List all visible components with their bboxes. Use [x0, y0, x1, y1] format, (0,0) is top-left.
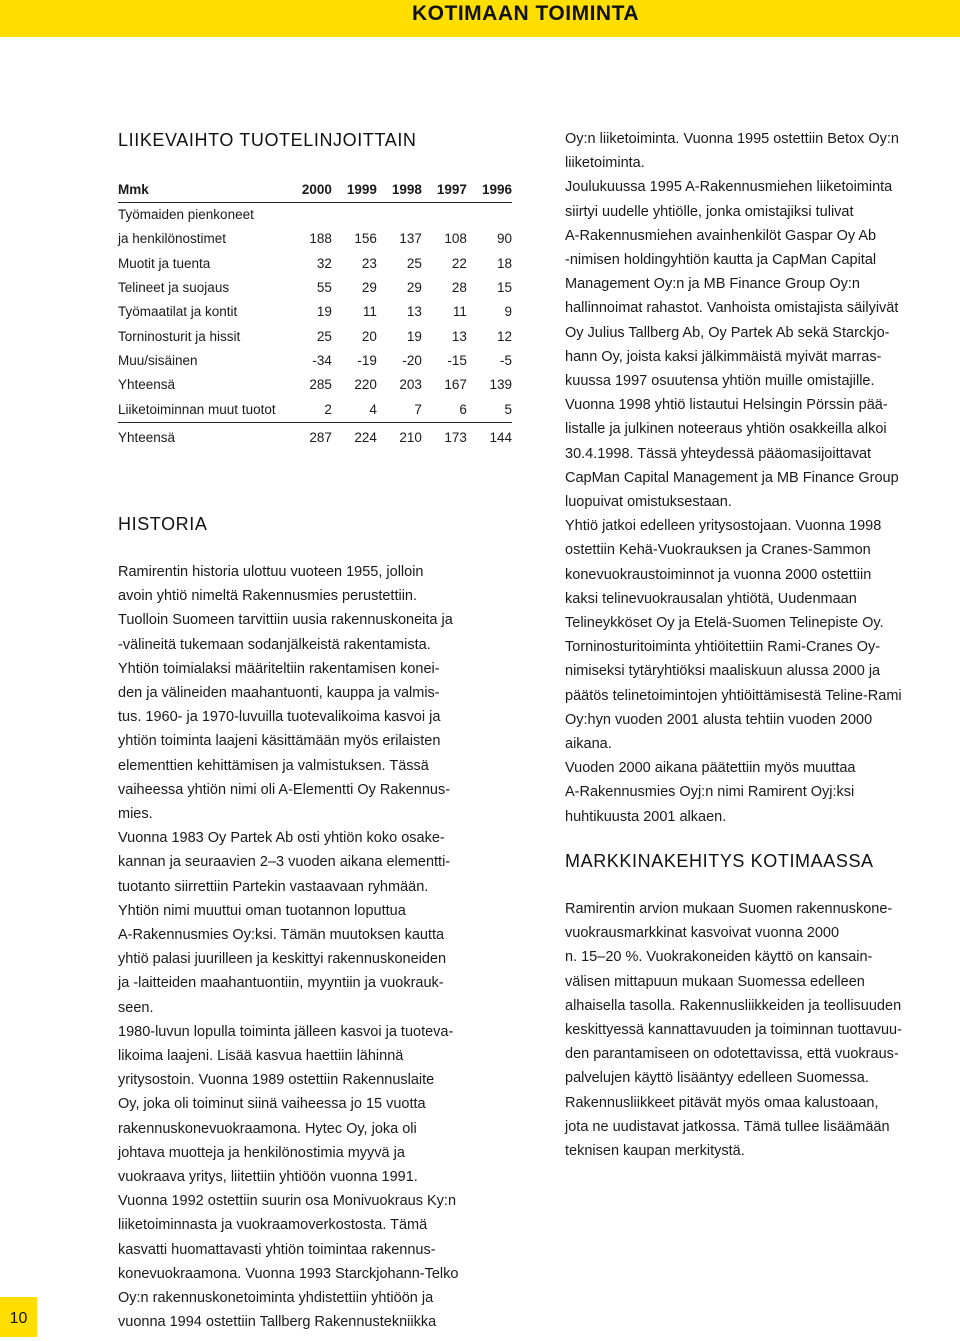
text-line: Oy:n liiketoiminta. Vuonna 1995 ostettiin Betox Oy:n [565, 131, 899, 147]
row-value: 32 [316, 255, 332, 271]
text-line: hann Oy, joista kaksi jälkimmäistä myivät marras- [565, 348, 882, 365]
text-line: rakennuskonevuokraamona. Hytec Oy, joka oli [118, 1120, 417, 1137]
row-label: Työmaiden pienkoneet [118, 207, 254, 223]
text-line: palvelujen käyttö lisääntyy edelleen Suomessa. [565, 1070, 869, 1087]
text-line: Vuonna 1983 Oy Partek Ab osti yhtiön koko osake- [118, 830, 445, 847]
text-line: 1980-luvun lopulla toiminta jälleen kasvoi ja tuoteva- [118, 1023, 454, 1040]
text-line: kaksi telinevuokrausalan yhtiötä, Uudenmaan [565, 590, 857, 607]
text-line: Management Oy:n ja MB Finance Group Oy:n [565, 276, 860, 293]
text-line: tus. 1960- ja 1970-luvuilla tuotevalikoima kasvoi ja [118, 709, 441, 726]
text-line: luopuivat omistuksestaan. [565, 494, 732, 511]
text-line: Vuoden 2000 aikana päätettiin myös muuttaa [565, 760, 856, 777]
text-line: keskittyessä kannattavuuden ja toiminnan tuottavuu- [565, 1022, 902, 1039]
row-label: Muotit ja tuenta [118, 255, 211, 271]
row-value: 7 [414, 401, 422, 417]
year-header: 1996 [467, 178, 512, 203]
text-line: mies. [118, 806, 153, 823]
text-line: Oy, joka oli toiminut siinä vaiheessa jo 15 vuotta [118, 1096, 426, 1113]
row-label: Yhteensä [118, 377, 176, 393]
table-row [118, 349, 512, 373]
table-row [118, 203, 512, 228]
text-line: Rakennusliikkeet pitävät myös omaa kalustoaan, [565, 1094, 879, 1111]
row-label: Telineet ja suojaus [118, 280, 230, 296]
table-row [118, 422, 512, 453]
text-line: Ramirentin historia ulottuu vuoteen 1955, jolloin [118, 564, 424, 580]
page-number: 10 [0, 1297, 37, 1337]
text-line: Tuolloin Suomeen tarvittiin uusia rakennuskoneita ja [118, 612, 453, 629]
text-line: vuonna 1994 ostettiin Tallberg Rakennustekniikka [118, 1314, 437, 1331]
row-value: 19 [406, 328, 422, 344]
text-line: Yhtiön nimi muuttui oman tuotannon loputtua [118, 902, 406, 919]
row-value: 15 [496, 280, 512, 296]
text-line: 30.4.1998. Tässä yhteydessä pääomasijoittavat [565, 445, 872, 462]
row-value: 210 [377, 422, 422, 453]
row-value: 25 [316, 328, 332, 344]
text-line: n. 15–20 %. Vuokrakoneiden käyttö on kansain- [565, 949, 873, 966]
history-text-continued [565, 127, 960, 829]
year-header: 2000 [276, 178, 332, 203]
revenue-table-header [118, 178, 512, 203]
text-line: kannan ja seuraavien 2–3 vuoden aikana elementti- [118, 854, 451, 871]
text-line: A-Rakennusmies Oyj:n nimi Ramirent Oyj:ksi [565, 784, 855, 801]
row-value [422, 203, 467, 228]
text-line: liiketoiminta. [565, 155, 645, 172]
text-line: vaiheessa yhtiön nimi oli A-Elementti Oy Rakennus- [118, 781, 451, 798]
row-value [276, 203, 332, 228]
row-value: 11 [362, 304, 377, 320]
text-line: Torninosturitoiminta yhtiöitettiin Rami-Cranes Oy- [565, 639, 881, 656]
text-line: avoin yhtiö nimeltä Rakennusmies perustettiin. [118, 588, 418, 605]
year-header: 1998 [377, 178, 422, 203]
text-line: Ramirentin arvion mukaan Suomen rakennuskone- [565, 901, 893, 917]
row-value: 29 [406, 280, 422, 296]
section-title: KOTIMAAN TOIMINTA [412, 2, 640, 25]
table-row [118, 276, 512, 300]
text-line: siirtyi uudelle yhtiölle, jonka omistajiksi tulivat [565, 203, 854, 220]
row-label: Työmaatilat ja kontit [118, 304, 238, 320]
row-value: 203 [399, 377, 422, 393]
row-value: 11 [452, 304, 467, 320]
year-header: 1997 [422, 178, 467, 203]
text-line: den ja välineiden maahantuonti, kauppa ja valmis- [118, 685, 440, 702]
text-line: Yhtiö jatkoi edelleen yritysostojaan. Vuonna 1998 [565, 518, 882, 535]
text-line: huhtikuusta 2001 alkaen. [565, 808, 727, 825]
row-value: 18 [496, 255, 512, 271]
text-line: jota ne uudistavat jatkossa. Tämä tullee lisäämään [565, 1118, 890, 1135]
row-value: -34 [312, 352, 332, 368]
text-line: ostettiin Kehä-Vuokrauksen ja Cranes-Sammon [565, 542, 871, 559]
row-value: 23 [361, 255, 377, 271]
row-value: 173 [422, 422, 467, 453]
text-line: Oy:n rakennuskonetoiminta yhdistettiin yhtiöön ja [118, 1290, 434, 1307]
row-value: 25 [406, 255, 422, 271]
row-value: 287 [276, 422, 332, 453]
text-line: Vuonna 1992 ostettiin suurin osa Monivuokraus Ky:n [118, 1193, 457, 1210]
row-label: Torninosturit ja hissit [118, 328, 241, 344]
row-value: 4 [369, 401, 377, 417]
text-line: yritysostoin. Vuonna 1989 ostettiin Rakennuslaite [118, 1072, 435, 1089]
text-line: vuokraava yritys, liitettiin yhtiöön vuonna 1991. [118, 1169, 418, 1186]
row-value: 188 [309, 231, 332, 247]
text-line: kasvatti huomattavasti yhtiön toimintaa rakennus- [118, 1241, 436, 1258]
text-line: ja -laitteiden maahantuontiin, myyntiin ja vuokrauk- [118, 975, 444, 992]
row-value: 139 [489, 377, 512, 393]
row-value: -20 [402, 352, 422, 368]
row-label: Muu/sisäinen [118, 352, 198, 368]
text-line: teknisen kaupan merkitystä. [565, 1143, 745, 1160]
row-value: 2 [324, 401, 332, 417]
history-heading: HISTORIA [118, 514, 208, 534]
text-line: konevuokraamona. Vuonna 1993 Starckjohann-Telko [118, 1265, 459, 1282]
table-row [118, 397, 512, 422]
text-line: aikana. [565, 736, 612, 753]
text-line: konevuokraustoiminnot ja vuonna 2000 ostettiin [565, 566, 872, 583]
row-value: -5 [499, 352, 512, 368]
row-value: 224 [332, 422, 377, 453]
row-value: 5 [504, 401, 512, 417]
text-line: den parantamiseen on odotettavissa, että vuokraus- [565, 1046, 899, 1063]
row-value: 20 [361, 328, 377, 344]
year-header: 1999 [332, 178, 377, 203]
table-row [118, 300, 512, 324]
text-line: kuussa 1997 osuutensa yhtiön muille omistajille. [565, 373, 875, 390]
row-value: 13 [451, 328, 467, 344]
text-line: Oy Julius Tallberg Ab, Oy Partek Ab sekä Starckjo- [565, 324, 890, 341]
row-value [467, 203, 512, 228]
text-line: listalle ja julkinen noteeraus yhtiön osakkeilla alkoi [565, 421, 887, 438]
row-value: 55 [316, 280, 332, 296]
text-line: seen. [118, 999, 154, 1016]
row-value: 22 [451, 255, 467, 271]
text-line: Yhtiön toimialaksi määriteltiin rakentamisen konei- [118, 660, 440, 677]
row-value: 220 [354, 377, 377, 393]
table-row [118, 373, 512, 397]
text-line: tuotanto siirrettiin Partekin vastaavaan ryhmään. [118, 878, 429, 895]
text-line: -nimisen holdingyhtiön kautta ja CapMan Capital [565, 252, 877, 269]
row-value [377, 203, 422, 228]
row-value: 12 [496, 328, 512, 344]
text-line: Telineykköset Oy ja Etelä-Suomen Telinepiste Oy. [565, 615, 884, 632]
row-value: 108 [444, 231, 467, 247]
text-line: välisen mittapuun mukaan Suomessa edelleen [565, 973, 865, 990]
text-line: johtava muotteja ja henkilönostimia myyvä ja [118, 1144, 405, 1161]
row-label: ja henkilönostimet [118, 231, 227, 247]
text-line: Vuonna 1998 yhtiö listautui Helsingin Pörssin pää- [565, 397, 888, 414]
text-line: Joulukuussa 1995 A-Rakennusmiehen liiketoiminta [565, 179, 893, 196]
row-value: -15 [447, 352, 467, 368]
text-line: A-Rakennusmiehen avainhenkilöt Gaspar Oy Ab [565, 227, 877, 244]
section-header-bar [0, 0, 960, 37]
row-value: 144 [467, 422, 512, 453]
text-line: hallinnoimat rahastot. Vanhoista omistajista säilyivät [565, 300, 899, 317]
row-value: 90 [496, 231, 512, 247]
row-value: 19 [316, 304, 332, 320]
row-value [332, 203, 377, 228]
history-text [118, 560, 518, 1335]
row-label: Yhteensä [118, 422, 276, 453]
row-value: 137 [399, 231, 422, 247]
text-line: yhtiön toiminta laajeni käsittämään myös erilaisten [118, 733, 441, 750]
market-heading: MARKKINAKEHITYS KOTIMAASSA [565, 851, 874, 871]
row-value: 156 [354, 231, 377, 247]
text-line: päätös telinetoimintojen yhtiöittämisestä Teline-Rami [565, 687, 902, 704]
row-value: 6 [459, 401, 467, 417]
row-label: Liiketoiminnan muut tuotot [118, 401, 276, 417]
row-value: 29 [361, 280, 377, 296]
text-line: likoima laajeni. Lisää kasvua haettiin lähinnä [118, 1048, 404, 1065]
market-text [565, 897, 960, 1163]
row-value: -19 [357, 352, 377, 368]
row-value: 13 [406, 304, 422, 320]
table-row [118, 227, 512, 251]
revenue-table [118, 178, 512, 453]
text-line: nimiseksi tytäryhtiöksi maaliskuun alussa 2000 ja [565, 663, 881, 680]
row-value: 167 [444, 377, 467, 393]
row-value: 9 [504, 304, 512, 320]
revenue-heading: LIIKEVAIHTO TUOTELINJOITTAIN [118, 130, 417, 150]
unit-label: Mmk [118, 178, 276, 203]
text-line: liiketoiminnasta ja vuokraamoverkostosta. Tämä [118, 1217, 428, 1234]
text-line: elementtien kehittämisen ja valmistuksen. Tässä [118, 757, 429, 774]
table-row [118, 324, 512, 348]
row-value: 28 [451, 280, 467, 296]
text-line: A-Rakennusmies Oy:ksi. Tämän muutoksen kautta [118, 927, 445, 944]
row-value: 285 [309, 377, 332, 393]
text-line: alhaisella tasolla. Rakennusliikkeiden ja teollisuuden [565, 997, 902, 1014]
table-row [118, 252, 512, 276]
text-line: Oy:hyn vuoden 2001 alusta tehtiin vuoden 2000 [565, 711, 873, 728]
text-line: yhtiö palasi juurilleen ja keskittyi rakennuskoneiden [118, 951, 447, 968]
text-line: CapMan Capital Management ja MB Finance Group [565, 469, 899, 486]
text-line: vuokrausmarkkinat kasvoivat vuonna 2000 [565, 925, 840, 942]
text-line: -välineitä tukemaan sodanjälkeistä rakentamista. [118, 636, 431, 653]
